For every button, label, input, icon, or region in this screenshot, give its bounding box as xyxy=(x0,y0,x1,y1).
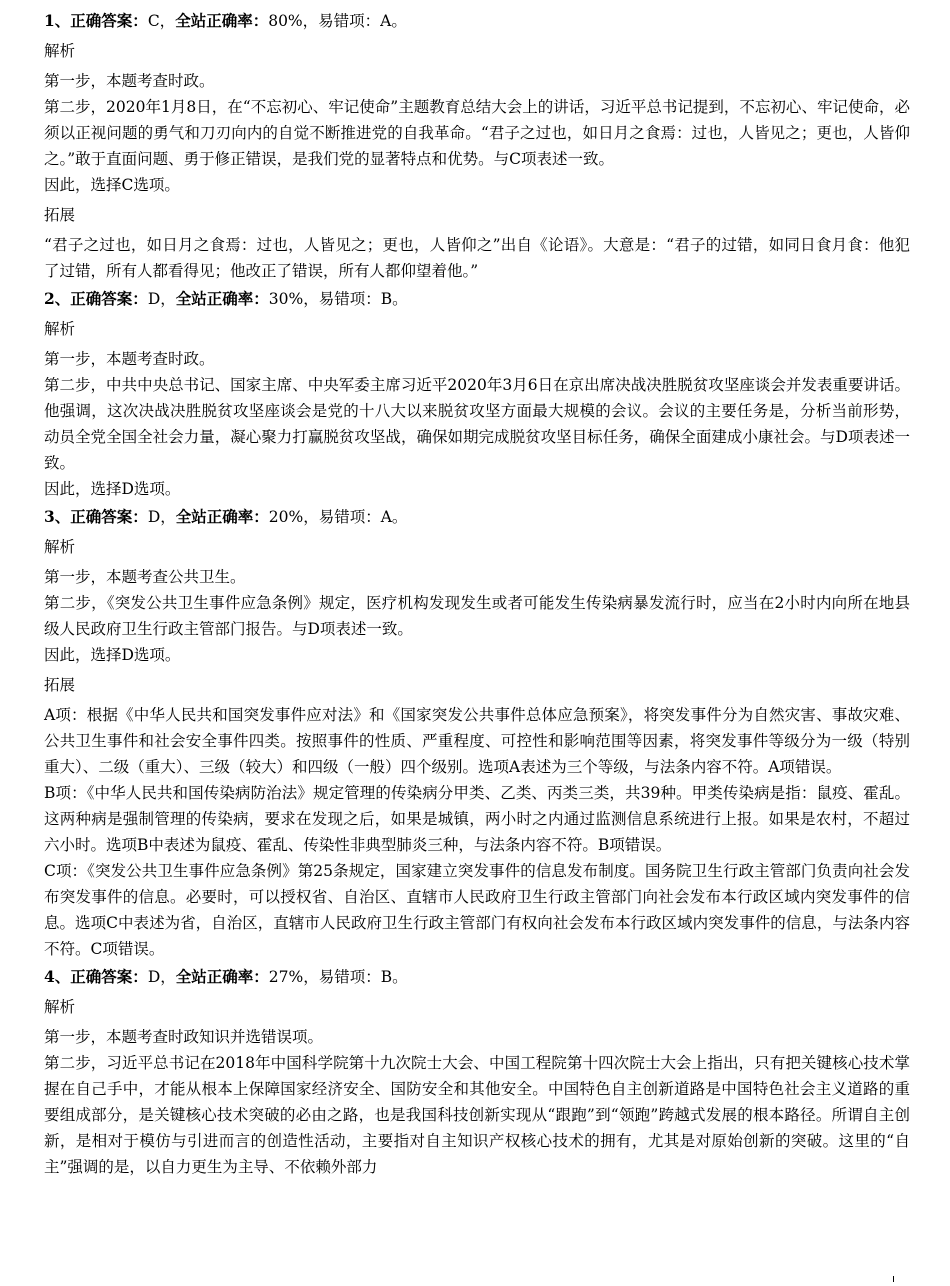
question-4-block xyxy=(44,964,910,1180)
answer-explanations xyxy=(44,6,910,1180)
paragraph: 第一步，本题考查时政知识并选错误项。 xyxy=(44,1028,324,1046)
paragraph: 第一步，本题考查时政。 xyxy=(44,72,215,90)
question-1-block xyxy=(44,8,910,284)
question-header: 4、正确答案：D，全站正确率：27%，易错项：B。 xyxy=(44,967,408,986)
paragraph: 因此，选择C选项。 xyxy=(44,176,180,194)
page-edge-mark xyxy=(893,1276,900,1282)
section-label: 拓展 xyxy=(44,676,76,694)
section-label: 解析 xyxy=(44,538,76,556)
paragraph: A项：根据《中华人民共和国突发事件应对法》和《国家突发公共事件总体应急预案》，将突发事件分为自然灾害、事故灾难、公共卫生事件和社会安全事件四类。按照事件的性质、严重程度、可控性和影响范围等因素，将突发事件等级分为一级（特别重大）、二级（重大）、三级（较大）和四级（一般）四个级别。选项A表述为三个等级，与法条内容不符。A项错误。 xyxy=(44,706,910,776)
section-label: 解析 xyxy=(44,42,76,60)
paragraph: 第一步，本题考查时政。 xyxy=(44,350,215,368)
paragraph: 第一步，本题考查公共卫生。 xyxy=(44,568,246,586)
question-header: 2、正确答案：D，全站正确率：30%，易错项：B。 xyxy=(44,289,408,308)
question-header: 1、正确答案：C，全站正确率：80%，易错项：A。 xyxy=(44,11,407,30)
section-label: 解析 xyxy=(44,320,76,338)
paragraph: 因此，选择D选项。 xyxy=(44,480,181,498)
question-2-block xyxy=(44,286,910,502)
section-label: 解析 xyxy=(44,998,76,1016)
paragraph: 第二步，2020年1月8日，在“不忘初心、牢记使命”主题教育总结大会上的讲话，习近平总书记提到，不忘初心、牢记使命，必须以正视问题的勇气和刀刃向内的自觉不断推进党的自我革命。“君子之过也，如日月之食焉：过也，人皆见之；更也，人皆仰之。”敢于直面问题、勇于修正错误，是我们党的显著特点和优势。与C项表述一致。 xyxy=(44,98,910,168)
paragraph: B项：《中华人民共和国传染病防治法》规定管理的传染病分甲类、乙类、丙类三类，共39种。甲类传染病是指：鼠疫、霍乱。这两种病是强制管理的传染病，要求在发现之后，如果是城镇，两小时之内通过监测信息系统进行上报。如果是农村，不超过六小时。选项B中表述为鼠疫、霍乱、传染性非典型肺炎三种，与法条内容不符。B项错误。 xyxy=(44,784,910,854)
question-header: 3、正确答案：D，全站正确率：20%，易错项：A。 xyxy=(44,507,408,526)
paragraph: 因此，选择D选项。 xyxy=(44,646,181,664)
paragraph: 第二步，《突发公共卫生事件应急条例》规定，医疗机构发现发生或者可能发生传染病暴发流行时，应当在2小时内向所在地县级人民政府卫生行政主管部门报告。与D项表述一致。 xyxy=(44,594,910,638)
paragraph: C项：《突发公共卫生事件应急条例》第25条规定，国家建立突发事件的信息发布制度。国务院卫生行政主管部门负责向社会发布突发事件的信息。必要时，可以授权省、自治区、直辖市人民政府卫生行政主管部门向社会发布本行政区域内突发事件的信息。选项C中表述为省，自治区，直辖市人民政府卫生行政主管部门有权向社会发布本行政区域内突发事件的信息，与法条内容不符。C项错误。 xyxy=(44,862,910,958)
section-label: 拓展 xyxy=(44,206,76,224)
paragraph: “君子之过也，如日月之食焉：过也，人皆见之；更也，人皆仰之”出自《论语》。大意是：“君子的过错，如同日食月食：他犯了过错，所有人都看得见；他改正了错误，所有人都仰望着他。” xyxy=(44,236,910,280)
question-3-block xyxy=(44,504,910,962)
paragraph: 第二步，中共中央总书记、国家主席、中央军委主席习近平2020年3月6日在京出席决战决胜脱贫攻坚座谈会并发表重要讲话。他强调，这次决战决胜脱贫攻坚座谈会是党的十八大以来脱贫攻坚方面最大规模的会议。会议的主要任务是，分析当前形势，动员全党全国全社会力量，凝心聚力打赢脱贫攻坚战，确保如期完成脱贫攻坚目标任务，确保全面建成小康社会。与D项表述一致。 xyxy=(44,376,910,472)
paragraph: 第二步，习近平总书记在2018年中国科学院第十九次院士大会、中国工程院第十四次院士大会上指出，只有把关键核心技术掌握在自己手中，才能从根本上保障国家经济安全、国防安全和其他安全。中国特色自主创新道路是中国特色社会主义道路的重要组成部分，是关键核心技术突破的必由之路，也是我国科技创新实现从“跟跑”到“领跑”跨越式发展的根本路径。所谓自主创新，是相对于模仿与引进而言的创造性活动，主要指对自主知识产权核心技术的拥有，尤其是对原始创新的突破。这里的“自主”强调的是，以自力更生为主导、不依赖外部力 xyxy=(44,1054,910,1176)
